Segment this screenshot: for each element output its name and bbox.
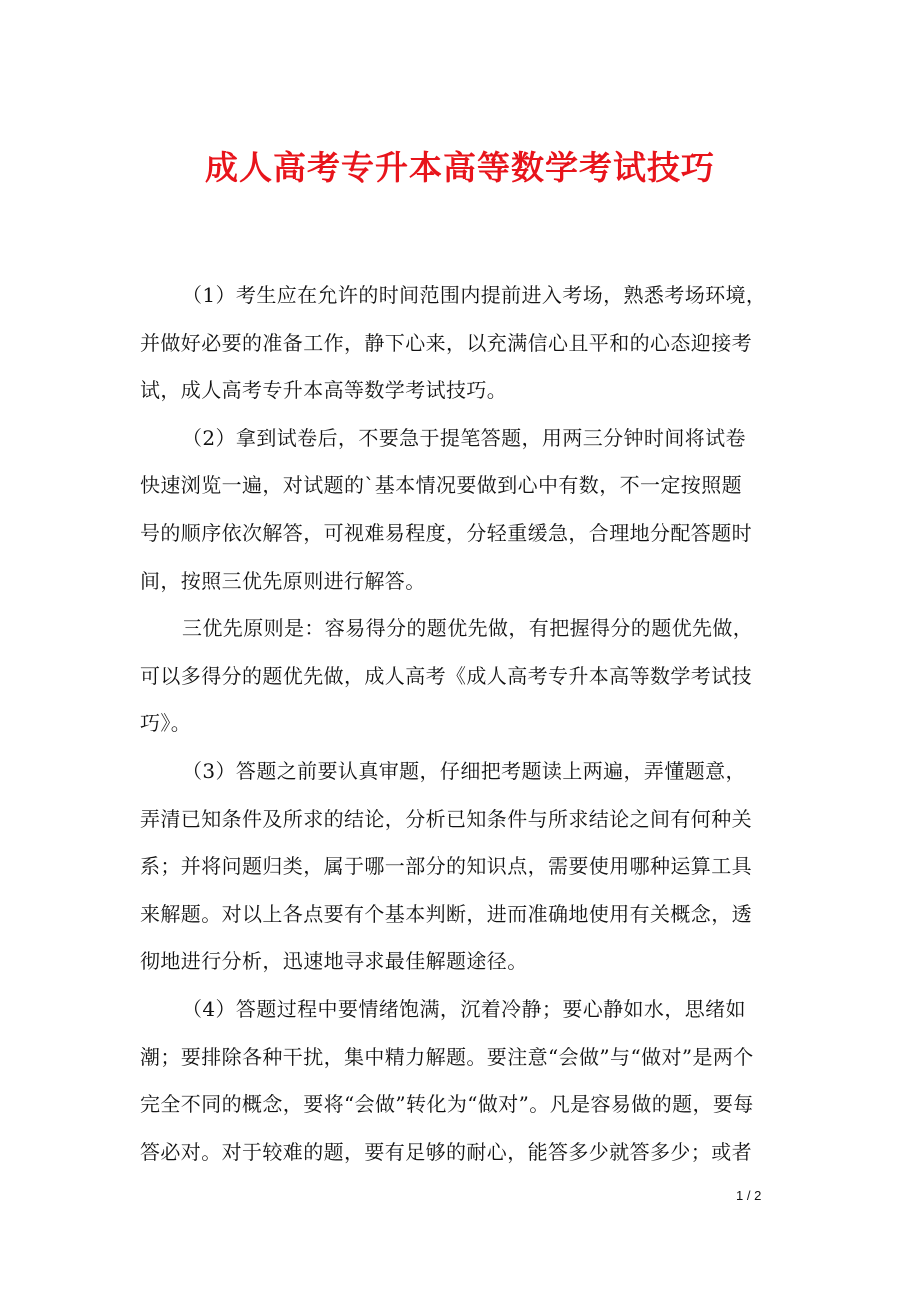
paragraph-4 [140,748,790,986]
text-line: 可以多得分的题优先做，成人高考《成人高考专升本高等数学考试技 [140,663,752,688]
text-line: 系；并将问题归类，属于哪一部分的知识点，需要使用哪种运算工具 [140,854,752,879]
paragraph-3 [140,605,790,748]
text-line: 来解题。对以上各点要有个基本判断，进而准确地使用有关概念，透 [140,901,752,926]
text-line: 三优先原则是：容易得分的题优先做，有把握得分的题优先做， [182,616,754,641]
text-line: 答必对。对于较难的题，要有足够的耐心，能答多少就答多少；或者 [140,1139,752,1164]
text-line: 间，按照三优先原则进行解答。 [140,568,426,593]
text-line: 快速浏览一遍，对试题的`基本情况要做到心中有数，不一定按照题 [140,473,742,498]
document-body [140,272,790,1176]
paragraph-1 [140,272,790,415]
text-line: 潮；要排除各种干扰，集中精力解题。要注意“会做”与“做对”是两个 [140,1044,754,1069]
document-title: 成人高考专升本高等数学考试技巧 [205,148,715,187]
text-line: 完全不同的概念，要将“会做”转化为“做对”。凡是容易做的题，要每 [140,1092,754,1117]
page-number: 1 / 2 [736,1188,762,1203]
text-line: （1）考生应在允许的时间范围内提前进入考场，熟悉考场环境， [182,283,767,307]
paragraph-5 [140,986,790,1176]
text-line: 号的顺序依次解答，可视难易程度，分轻重缓急，合理地分配答题时 [140,520,752,545]
text-line: 巧》。 [140,711,192,736]
text-line: （4）答题过程中要情绪饱满，沉着冷静；要心静如水，思绪如 [182,996,746,1021]
text-line: （2）拿到试卷后，不要急于提笔答题，用两三分钟时间将试卷 [182,425,746,450]
text-line: 并做好必要的准备工作，静下心来，以充满信心且平和的心态迎接考 [140,330,752,355]
text-line: 彻地进行分析，迅速地寻求最佳解题途径。 [140,949,528,974]
text-line: 弄清已知条件及所求的结论，分析已知条件与所求结论之间有何种关 [140,806,752,831]
text-line: （3）答题之前要认真审题，仔细把考题读上两遍，弄懂题意， [182,758,746,783]
paragraph-2 [140,415,790,605]
text-line: 试，成人高考专升本高等数学考试技巧。 [140,378,508,403]
